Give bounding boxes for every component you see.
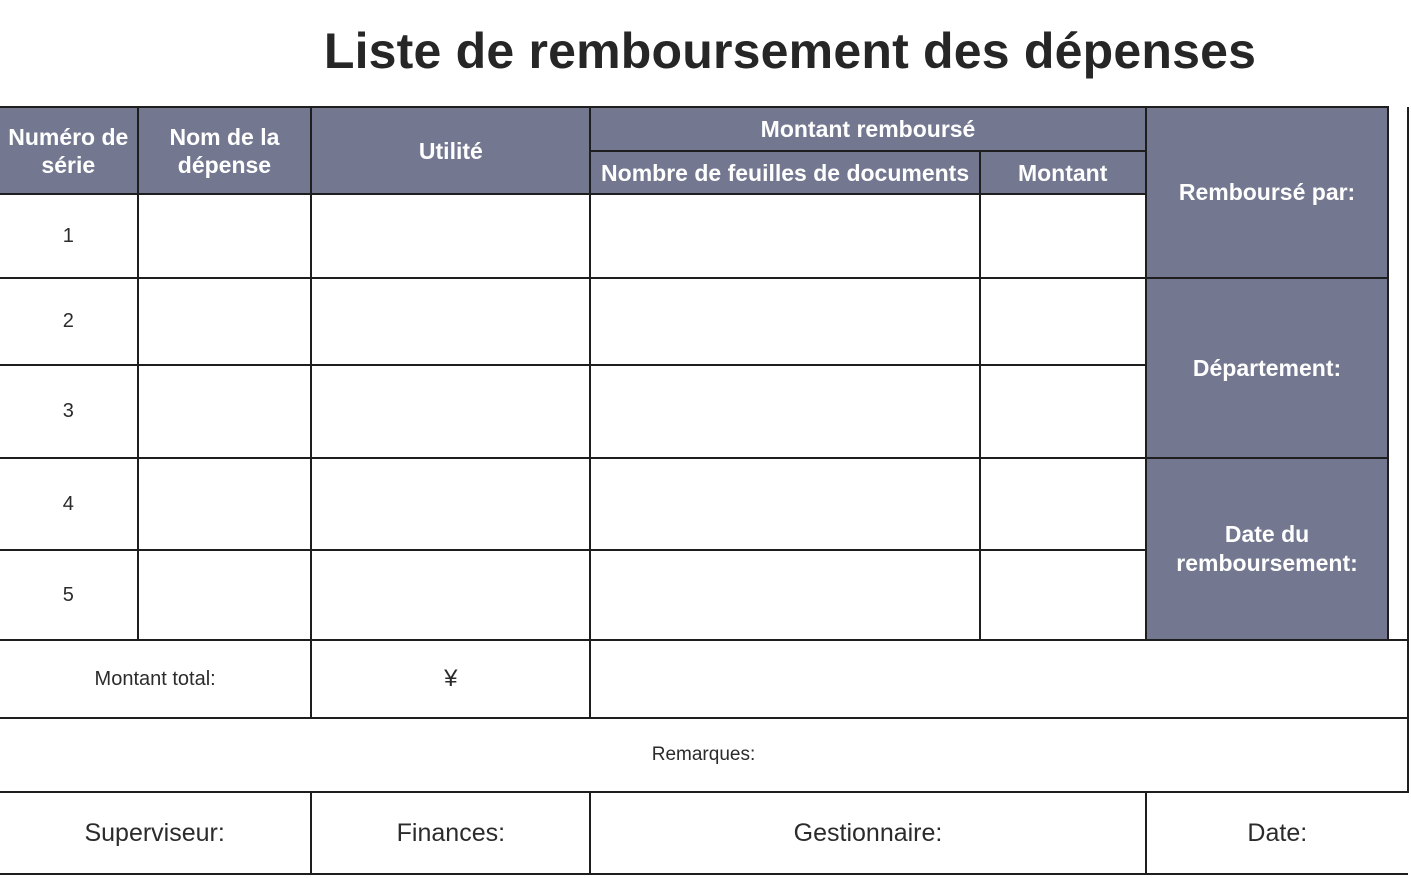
amount-cell-4[interactable] [980, 458, 1146, 550]
header-expense-name: Nom de la dépense [138, 107, 312, 194]
expense-name-cell-1[interactable] [138, 194, 312, 278]
utility-cell-2[interactable] [311, 278, 590, 365]
utility-cell-5[interactable] [311, 550, 590, 640]
supervisor-signature-field[interactable]: Superviseur: [0, 792, 311, 874]
serial-cell-3: 3 [0, 365, 138, 458]
total-amount-label: Montant total: [0, 640, 311, 718]
serial-cell-1: 1 [0, 194, 138, 278]
manager-signature-field[interactable]: Gestionnaire: [590, 792, 1145, 874]
serial-cell-2: 2 [0, 278, 138, 365]
header-amount-reimbursed: Montant remboursé [590, 107, 1145, 151]
documents-count-cell-2[interactable] [590, 278, 979, 365]
expense-name-cell-2[interactable] [138, 278, 312, 365]
amount-cell-1[interactable] [980, 194, 1146, 278]
right-edge-cell [1388, 107, 1408, 640]
header-documents-count: Nombre de feuilles de documents [590, 151, 979, 194]
date-signature-field[interactable]: Date: [1146, 792, 1408, 874]
expense-name-cell-4[interactable] [138, 458, 312, 550]
reimbursement-table [0, 106, 1409, 875]
finance-signature-field[interactable]: Finances: [311, 792, 590, 874]
utility-cell-4[interactable] [311, 458, 590, 550]
header-utility: Utilité [311, 107, 590, 194]
serial-cell-4: 4 [0, 458, 138, 550]
side-label-reimbursement-date: Date du remboursement: [1146, 458, 1389, 640]
total-amount-value[interactable]: ¥ [311, 640, 590, 718]
header-serial-number: Numéro de série [0, 107, 138, 194]
page-title: Liste de remboursement des dépenses [323, 23, 1257, 79]
utility-cell-3[interactable] [311, 365, 590, 458]
expense-name-cell-3[interactable] [138, 365, 312, 458]
utility-cell-1[interactable] [311, 194, 590, 278]
expense-name-cell-5[interactable] [138, 550, 312, 640]
header-amount: Montant [980, 151, 1146, 194]
documents-count-cell-4[interactable] [590, 458, 979, 550]
documents-count-cell-3[interactable] [590, 365, 979, 458]
serial-cell-5: 5 [0, 550, 138, 640]
amount-cell-2[interactable] [980, 278, 1146, 365]
documents-count-cell-1[interactable] [590, 194, 979, 278]
documents-count-cell-5[interactable] [590, 550, 979, 640]
total-amount-blank [590, 640, 1408, 718]
side-label-department: Département: [1146, 278, 1389, 458]
amount-cell-5[interactable] [980, 550, 1146, 640]
remarks-field[interactable]: Remarques: [0, 718, 1408, 792]
side-label-reimbursed-by: Remboursé par: [1146, 107, 1389, 278]
amount-cell-3[interactable] [980, 365, 1146, 458]
